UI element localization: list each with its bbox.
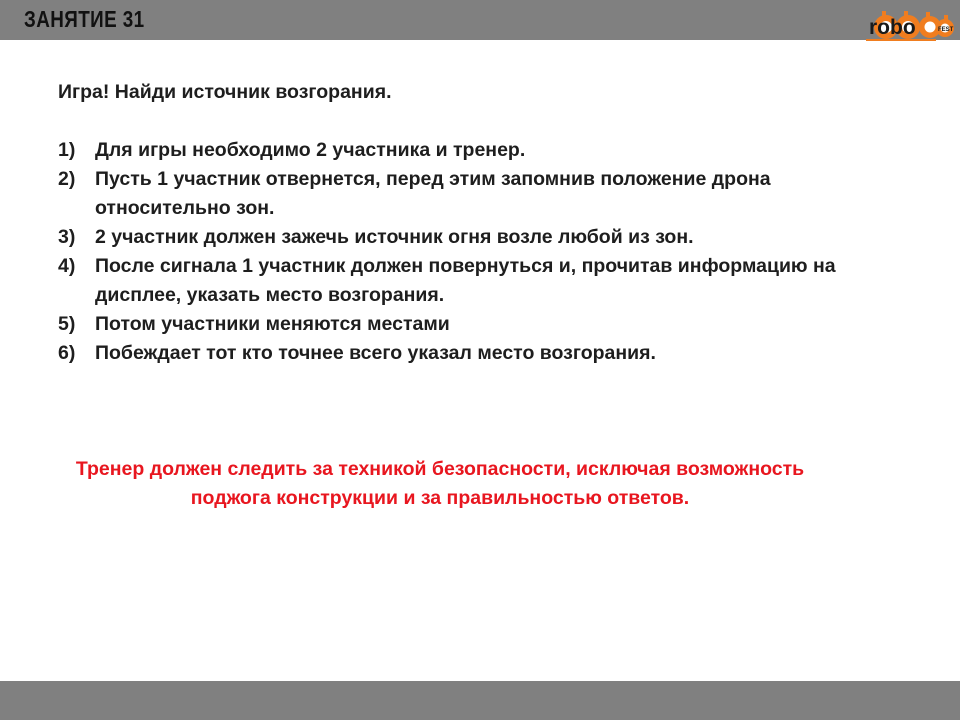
rules-list-item (58, 339, 838, 368)
lesson-title: ЗАНЯТИЕ 31 (24, 6, 145, 32)
item-number: 4) (58, 255, 76, 277)
item-text: После сигнала 1 участник должен повернуться и, прочитав информацию на дисплее, указать место возгорания. (95, 255, 836, 306)
safety-warning: Тренер должен следить за техникой безопасности, исключая возможность поджога конструкции и за правильностью ответов. (75, 458, 805, 509)
item-number: 1) (58, 139, 76, 161)
item-number: 2) (58, 168, 76, 190)
rules-list-item (58, 223, 838, 252)
item-text: Для игры необходимо 2 участника и тренер. (95, 139, 526, 161)
footer-bar (0, 681, 960, 720)
rules-list-item (58, 165, 838, 223)
item-text: Потом участники меняются местами (95, 313, 450, 335)
rules-list-item (58, 310, 838, 339)
robofest-logo-icon (862, 4, 956, 50)
game-heading: Игра! Найди источник возгорания. (58, 81, 392, 103)
rules-list-item (58, 252, 838, 310)
item-number: 5) (58, 313, 76, 335)
item-text: Пусть 1 участник отвернется, перед этим запомнив положение дрона относительно зон. (95, 168, 771, 219)
logo-text: robo (869, 16, 916, 39)
slide-content (58, 78, 838, 368)
item-number: 6) (58, 342, 76, 364)
logo-badge: FEST (938, 27, 954, 33)
item-number: 3) (58, 226, 76, 248)
rules-list (58, 136, 838, 368)
item-text: 2 участник должен зажечь источник огня возле любой из зон. (95, 226, 694, 248)
item-text: Побеждает тот кто точнее всего указал место возгорания. (95, 342, 656, 364)
rules-list-item (58, 136, 838, 165)
